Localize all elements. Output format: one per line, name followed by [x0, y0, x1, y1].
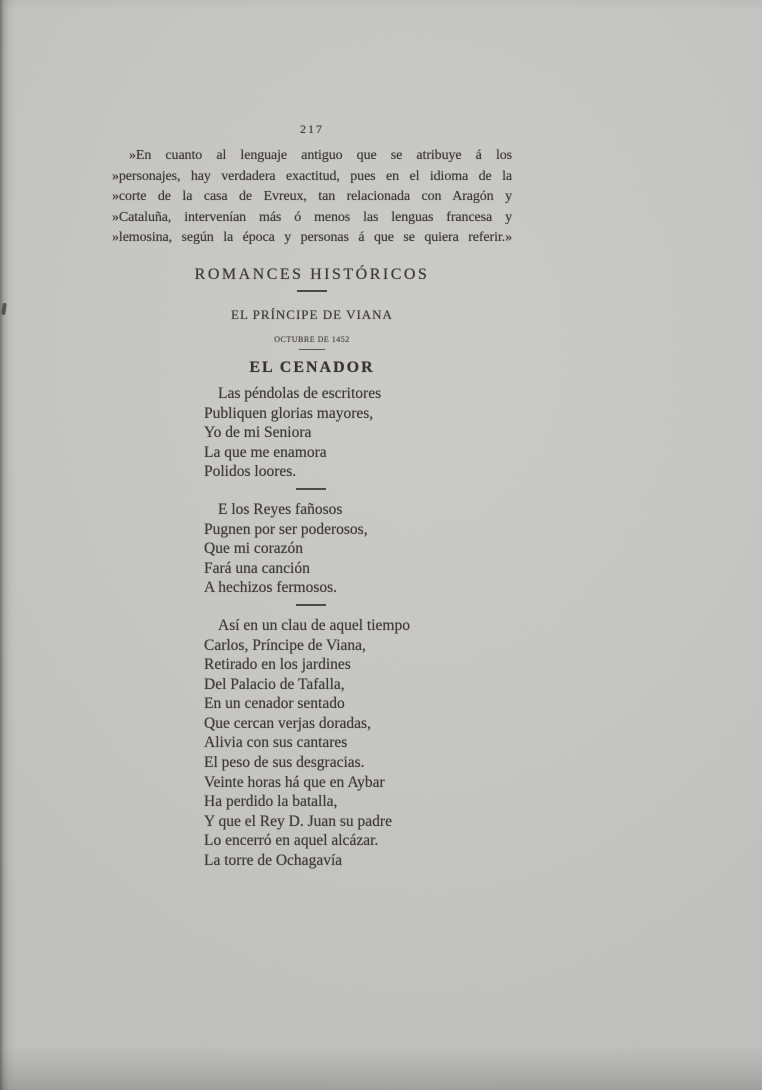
poem-line: Publiquen glorias mayores,	[204, 404, 374, 422]
stanza	[204, 616, 512, 871]
poem-line: El peso de sus desgracias.	[204, 754, 365, 772]
page-content	[112, 122, 512, 871]
date-rule	[299, 349, 325, 350]
poem-line: Pugnen por ser poderosos,	[204, 520, 368, 538]
date-line: OCTUBRE DE 1452	[274, 334, 350, 344]
poem-line: Fará una canción	[204, 559, 310, 577]
quote-line: »En cuanto al lenguaje antiguo que se atribuye á los	[129, 148, 512, 163]
poem-line: En un cenador sentado	[204, 695, 345, 713]
poem-line: Así en un clau de aquel tiempo	[218, 616, 410, 634]
poem-title: EL CENADOR	[249, 358, 375, 376]
section-title-rule	[297, 290, 327, 292]
poem-line: Las péndolas de escritores	[218, 384, 382, 402]
poem-line: Yo de mi Seniora	[204, 424, 312, 442]
poem-line: Que cercan verjas doradas,	[204, 714, 371, 732]
spine-edge-mark	[1, 303, 7, 315]
poem-line: Lo encerró en aquel alcázar.	[204, 832, 379, 850]
stanza	[204, 500, 512, 598]
poem-line: La que me enamora	[204, 443, 327, 461]
poem-series-title: EL PRÍNCIPE DE VIANA	[231, 306, 393, 322]
poem	[204, 384, 512, 871]
poem-line: Carlos, Príncipe de Viana,	[204, 636, 366, 654]
poem-line: Del Palacio de Tafalla,	[204, 675, 345, 693]
poem-line: Alivia con sus cantares	[204, 734, 348, 752]
poem-line: Retirado en los jardines	[204, 656, 351, 674]
poem-line: Y que el Rey D. Juan su padre	[204, 812, 392, 830]
quote-line: »corte de la casa de Evreux, tan relacionada con Aragón y	[112, 189, 512, 205]
poem-line: Que mi corazón	[204, 540, 303, 558]
poem-line: Veinte horas há que en Aybar	[204, 773, 385, 791]
quote-paragraph	[112, 146, 512, 249]
poem-line: Ha perdido la batalla,	[204, 793, 338, 811]
stanza-divider	[296, 604, 326, 606]
quote-line: »Cataluña, intervenían más ó menos las lenguas francesa y	[112, 209, 512, 225]
poem-line: La torre de Ochagavía	[204, 852, 343, 870]
page-number: 217	[300, 122, 324, 136]
quote-line: »personajes, hay verdadera exactitud, pues en el idioma de la	[112, 168, 512, 184]
section-title: ROMANCES HISTÓRICOS	[194, 265, 430, 283]
poem-line: Polidos loores.	[204, 463, 297, 481]
stanza-divider	[296, 488, 326, 490]
poem-line: A hechizos fermosos.	[204, 579, 338, 597]
stanza	[204, 384, 512, 482]
quote-line: »lemosina, según la época y personas á que se quiera referir.»	[112, 230, 512, 246]
poem-line: E los Reyes fañosos	[218, 500, 343, 518]
